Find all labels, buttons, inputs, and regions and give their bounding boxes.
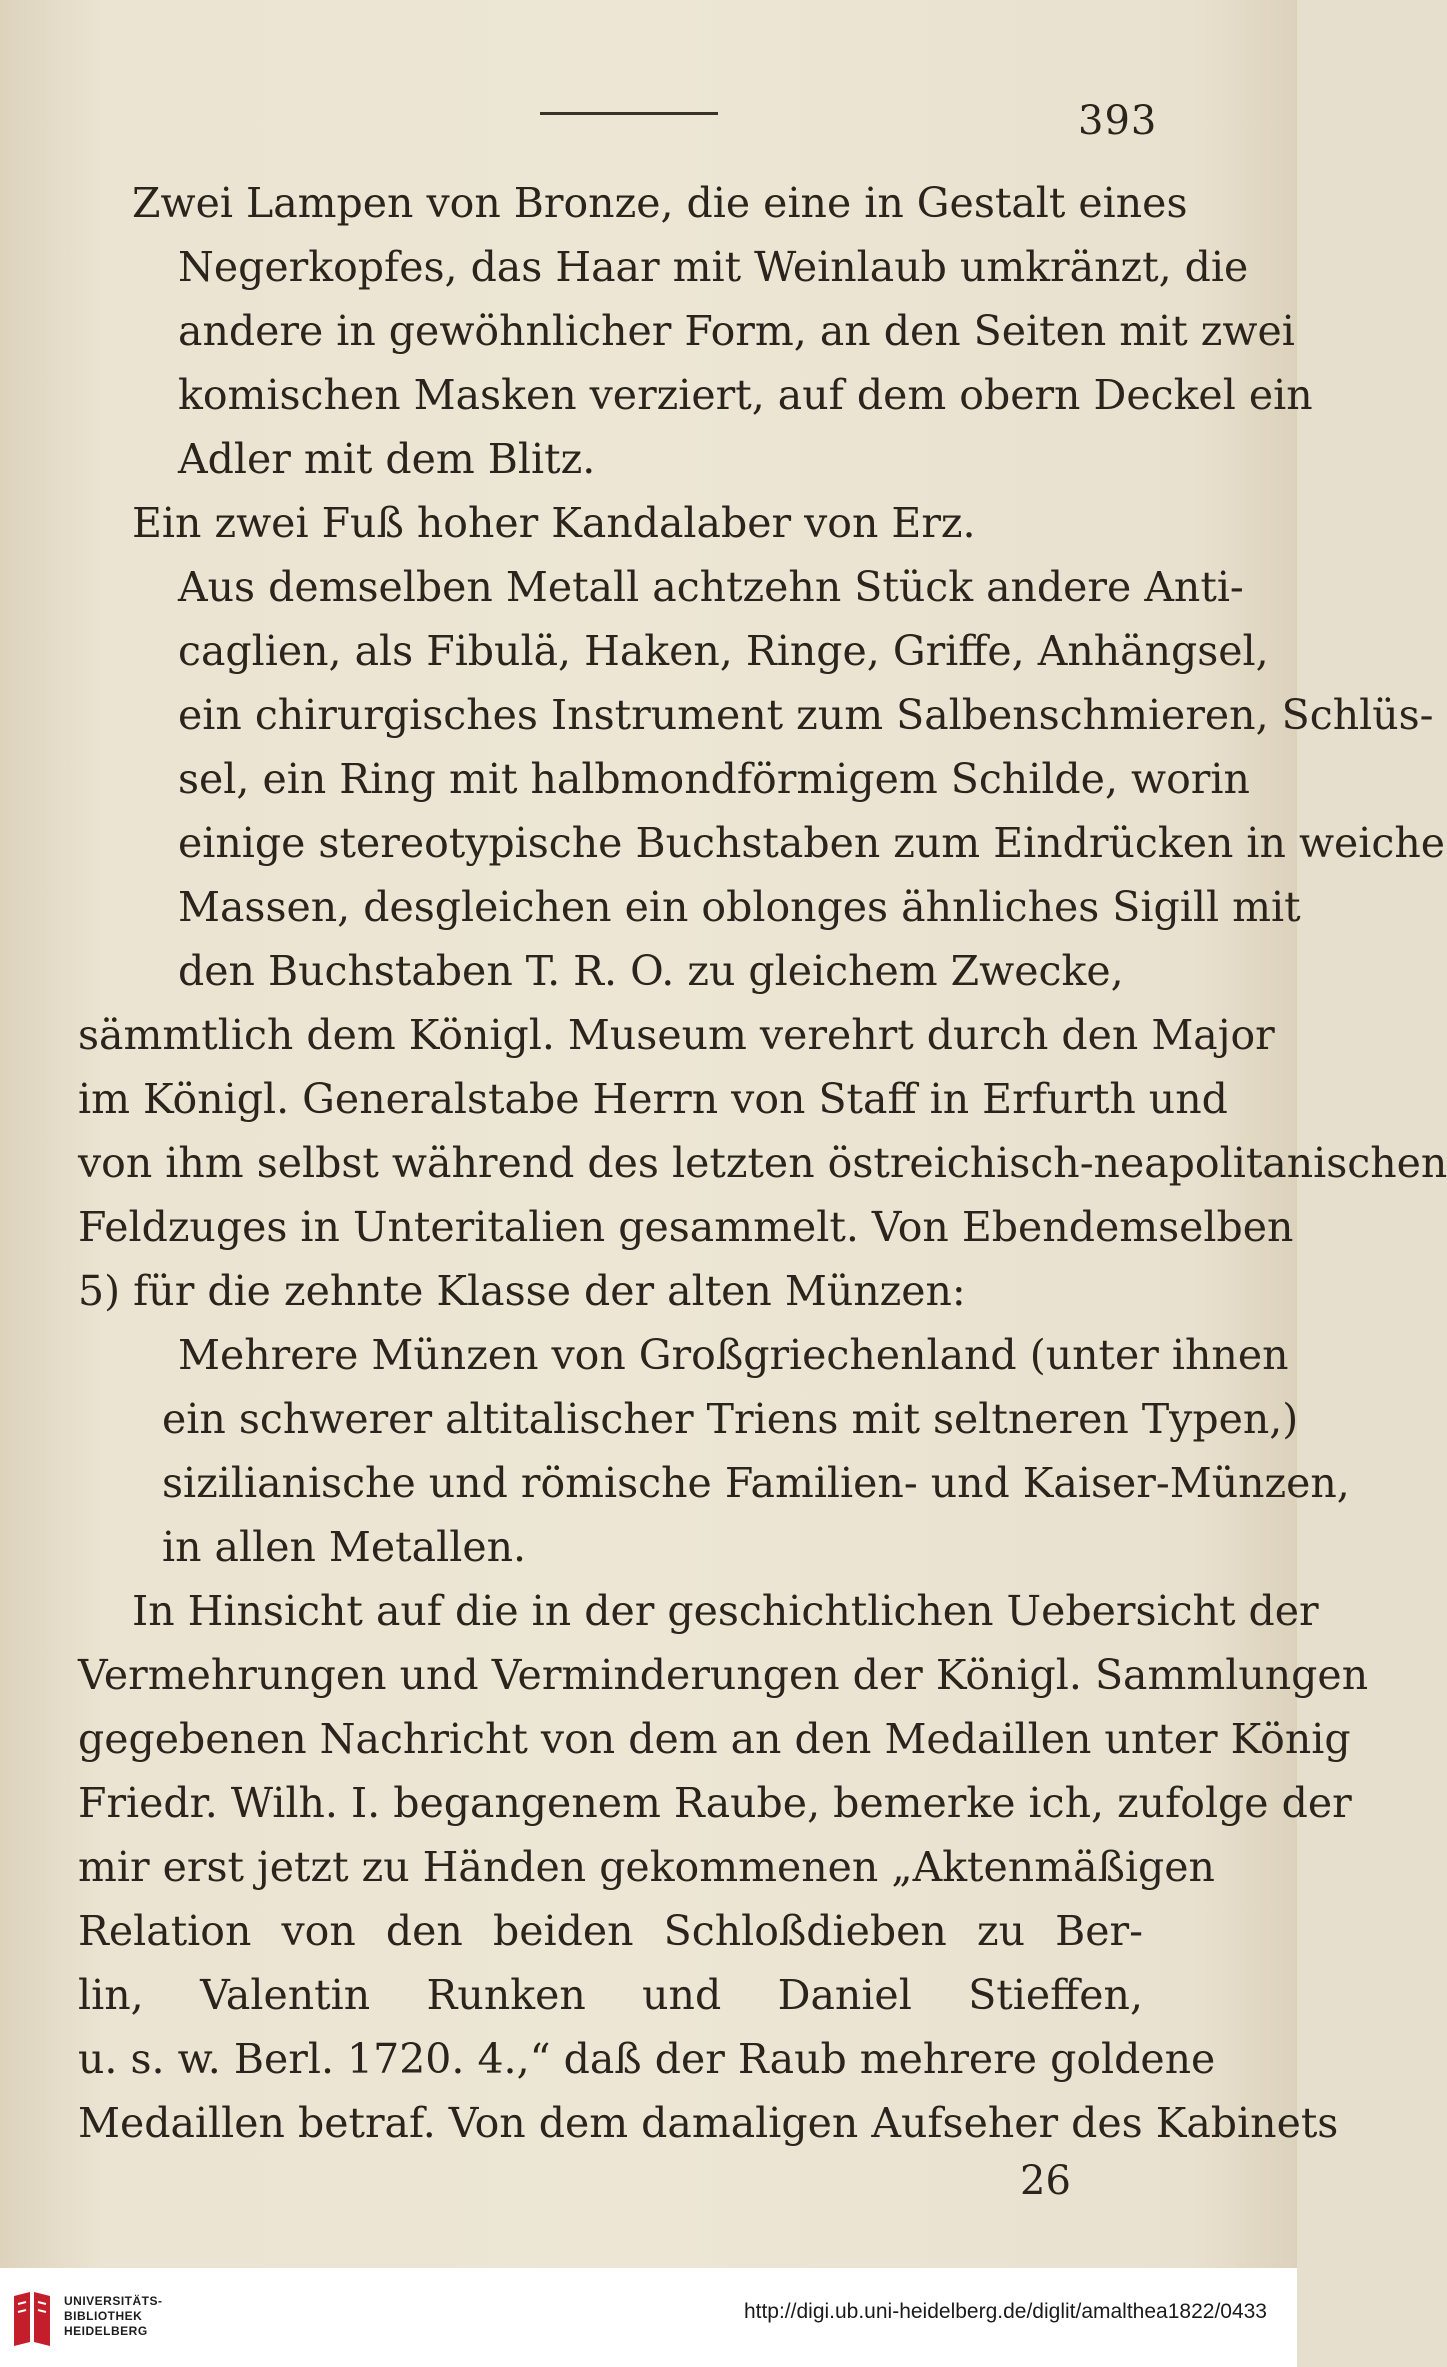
text-line: in allen Metallen. bbox=[162, 1523, 527, 1571]
text-line: ein chirurgisches Instrument zum Salbenschmieren, Schlüs- bbox=[178, 691, 1434, 739]
text-line: gegebenen Nachricht von dem an den Medaillen unter König bbox=[78, 1715, 1351, 1763]
text-line: Relation von den beiden Schloßdieben zu Ber- bbox=[78, 1907, 1143, 1955]
library-footer bbox=[0, 2268, 1297, 2367]
text-line: sämmtlich dem Königl. Museum verehrt durch den Major bbox=[78, 1011, 1275, 1059]
page-number: 393 bbox=[1078, 98, 1158, 144]
text-line: von ihm selbst während des letzten östreichisch-neapolitanischen bbox=[78, 1139, 1447, 1187]
text-line: Vermehrungen und Verminderungen der Königl. Sammlungen bbox=[78, 1651, 1369, 1699]
text-line: den Buchstaben T. R. O. zu gleichem Zwecke, bbox=[178, 947, 1124, 995]
text-line: 5) für die zehnte Klasse der alten Münzen: bbox=[78, 1267, 966, 1315]
text-line: Adler mit dem Blitz. bbox=[178, 435, 596, 483]
text-line: sel, ein Ring mit halbmondförmigem Schilde, worin bbox=[178, 755, 1250, 803]
source-url[interactable]: http://digi.ub.uni-heidelberg.de/diglit/amalthea1822/0433 bbox=[743, 2300, 1267, 2323]
text-line: Feldzuges in Unteritalien gesammelt. Von Ebendemselben bbox=[78, 1203, 1294, 1251]
text-line: Aus demselben Metall achtzehn Stück andere Anti- bbox=[178, 563, 1244, 611]
text-line: andere in gewöhnlicher Form, an den Seiten mit zwei bbox=[178, 307, 1295, 355]
text-line: In Hinsicht auf die in der geschichtlichen Uebersicht der bbox=[132, 1587, 1319, 1635]
text-line: u. s. w. Berl. 1720. 4.,“ daß der Raub mehrere goldene bbox=[78, 2035, 1216, 2083]
text-line: caglien, als Fibulä, Haken, Ringe, Griffe, Anhängsel, bbox=[178, 627, 1269, 675]
signature-mark: 26 bbox=[1020, 2158, 1071, 2204]
text-line: Ein zwei Fuß hoher Kandalaber von Erz. bbox=[132, 499, 976, 547]
text-line: mir erst jetzt zu Händen gekommenen „Aktenmäßigen bbox=[78, 1843, 1215, 1891]
text-line: einige stereotypische Buchstaben zum Eindrücken in weiche bbox=[178, 819, 1446, 867]
header-rule bbox=[540, 112, 718, 115]
text-line: komischen Masken verziert, auf dem obern Deckel ein bbox=[178, 371, 1313, 419]
text-line: Friedr. Wilh. I. begangenem Raube, bemerke ich, zufolge der bbox=[78, 1779, 1352, 1827]
university-library-logo-icon bbox=[12, 2290, 52, 2348]
text-line: Zwei Lampen von Bronze, die eine in Gestalt eines bbox=[132, 179, 1188, 227]
text-line: sizilianische und römische Familien- und Kaiser-Münzen, bbox=[162, 1459, 1350, 1507]
library-name: UNIVERSITÄTS- BIBLIOTHEK HEIDELBERG bbox=[64, 2294, 163, 2338]
text-line: Massen, desgleichen ein oblonges ähnliches Sigill mit bbox=[178, 883, 1301, 931]
text-line: lin, Valentin Runken und Daniel Stieffen, bbox=[78, 1971, 1143, 2019]
text-line: Negerkopfes, das Haar mit Weinlaub umkränzt, die bbox=[178, 243, 1249, 291]
text-line: ein schwerer altitalischer Triens mit seltneren Typen,) bbox=[162, 1395, 1299, 1443]
text-line: im Königl. Generalstabe Herrn von Staff in Erfurth und bbox=[78, 1075, 1228, 1123]
text-line: Mehrere Münzen von Großgriechenland (unter ihnen bbox=[178, 1331, 1289, 1379]
text-line: Medaillen betraf. Von dem damaligen Aufseher des Kabinets bbox=[78, 2099, 1339, 2147]
